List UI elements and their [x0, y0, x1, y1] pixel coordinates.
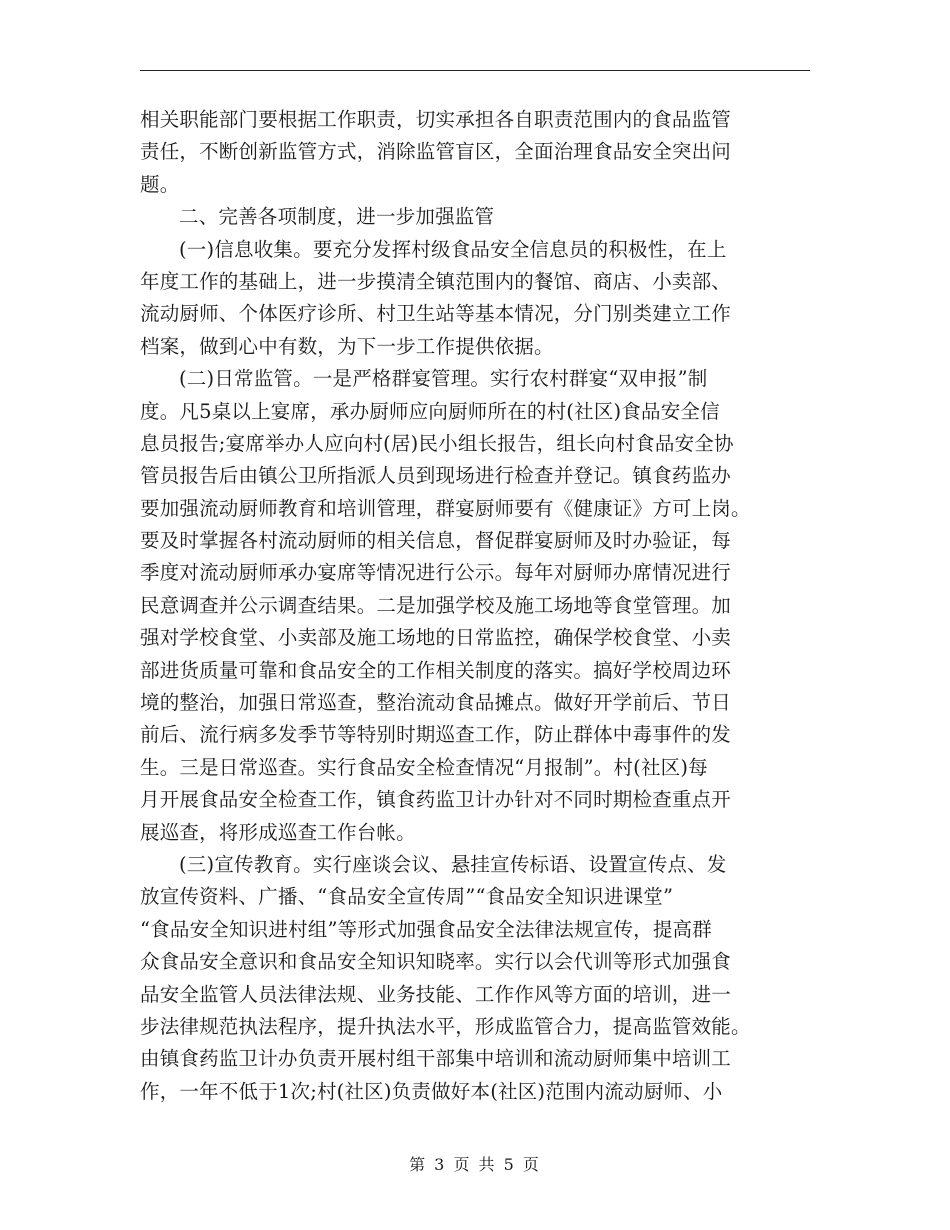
text-line: 流动厨师、个体医疗诊所、村卫生站等基本情况，分门别类建立工作: [140, 302, 732, 326]
body-text: [140, 104, 810, 1108]
text-line: 要加强流动厨师教育和培训管理，群宴厨师要有《健康证》方可上岗。: [140, 496, 751, 520]
header-rule: [140, 70, 810, 71]
text-line: 要及时掌握各村流动厨师的相关信息，督促群宴厨师及时办验证，每: [140, 529, 732, 553]
text-line: (二)日常监管。一是严格群宴管理。实行农村群宴“双申报”制: [179, 367, 708, 391]
text-line: 责任，不断创新监管方式，消除监管盲区，全面治理食品安全突出问: [140, 140, 732, 164]
text-line: 年度工作的基础上，进一步摸清全镇范围内的餐馆、商店、小卖部、: [140, 269, 732, 293]
text-line: 展巡查，将形成巡查工作台帐。: [140, 820, 416, 844]
text-line: 步法律规范执法程序，提升执法水平，形成监管合力，提高监管效能。: [140, 1014, 751, 1038]
text-line: 管员报告后由镇公卫所指派人员到现场进行检查并登记。镇食药监办: [140, 464, 732, 488]
text-line: 部进货质量可靠和食品安全的工作相关制度的落实。搞好学校周边环: [140, 658, 732, 682]
text-line: 二、完善各项制度，进一步加强监管: [179, 205, 495, 229]
text-line: 息员报告;宴席举办人应向村(居)民小组长报告，组长向村食品安全协: [140, 431, 734, 455]
text-line: 品安全监管人员法律法规、业务技能、工作作风等方面的培训，进一: [140, 982, 732, 1006]
text-line: 度。凡5桌以上宴席，承办厨师应向厨师所在的村(社区)食品安全信: [140, 399, 720, 423]
text-line: 民意调查并公示调查结果。二是加强学校及施工场地等食堂管理。加: [140, 593, 732, 617]
text-line: 境的整治，加强日常巡查，整治流动食品摊点。做好开学前后、节日: [140, 691, 732, 715]
text-line: “食品安全知识进村组”等形式加强食品安全法律法规宣传，提高群: [140, 917, 712, 941]
text-line: 题。: [140, 172, 180, 196]
text-line: 放宣传资料、广播、“食品安全宣传周”“食品安全知识进课堂”: [140, 885, 674, 909]
text-line: (一)信息收集。要充分发挥村级食品安全信息员的积极性，在上: [179, 237, 727, 261]
text-line: 生。三是日常巡查。实行食品安全检查情况“月报制”。村(社区)每: [140, 755, 708, 779]
text-line: 前后、流行病多发季节等特别时期巡查工作，防止群体中毒事件的发: [140, 723, 732, 747]
text-line: 众食品安全意识和食品安全知识知晓率。实行以会代训等形式加强食: [140, 950, 732, 974]
text-line: 强对学校食堂、小卖部及施工场地的日常监控，确保学校食堂、小卖: [140, 626, 732, 650]
text-line: 相关职能部门要根据工作职责，切实承担各自职责范围内的食品监管: [140, 108, 732, 131]
text-line: 季度对流动厨师承办宴席等情况进行公示。每年对厨师办席情况进行: [140, 561, 732, 585]
text-line: 档案，做到心中有数，为下一步工作提供依据。: [140, 334, 554, 358]
text-line: 作，一年不低于1次;村(社区)负责做好本(社区)范围内流动厨师、小: [140, 1079, 723, 1103]
text-line: 月开展食品安全检查工作，镇食药监卫计办针对不同时期检查重点开: [140, 788, 732, 812]
text-line: (三)宣传教育。实行座谈会议、悬挂宣传标语、设置宣传点、发: [179, 852, 727, 876]
text-line: 由镇食药监卫计办负责开展村组干部集中培训和流动厨师集中培训工: [140, 1047, 732, 1071]
page-footer: 第 3 页 共 5 页: [409, 1155, 541, 1174]
